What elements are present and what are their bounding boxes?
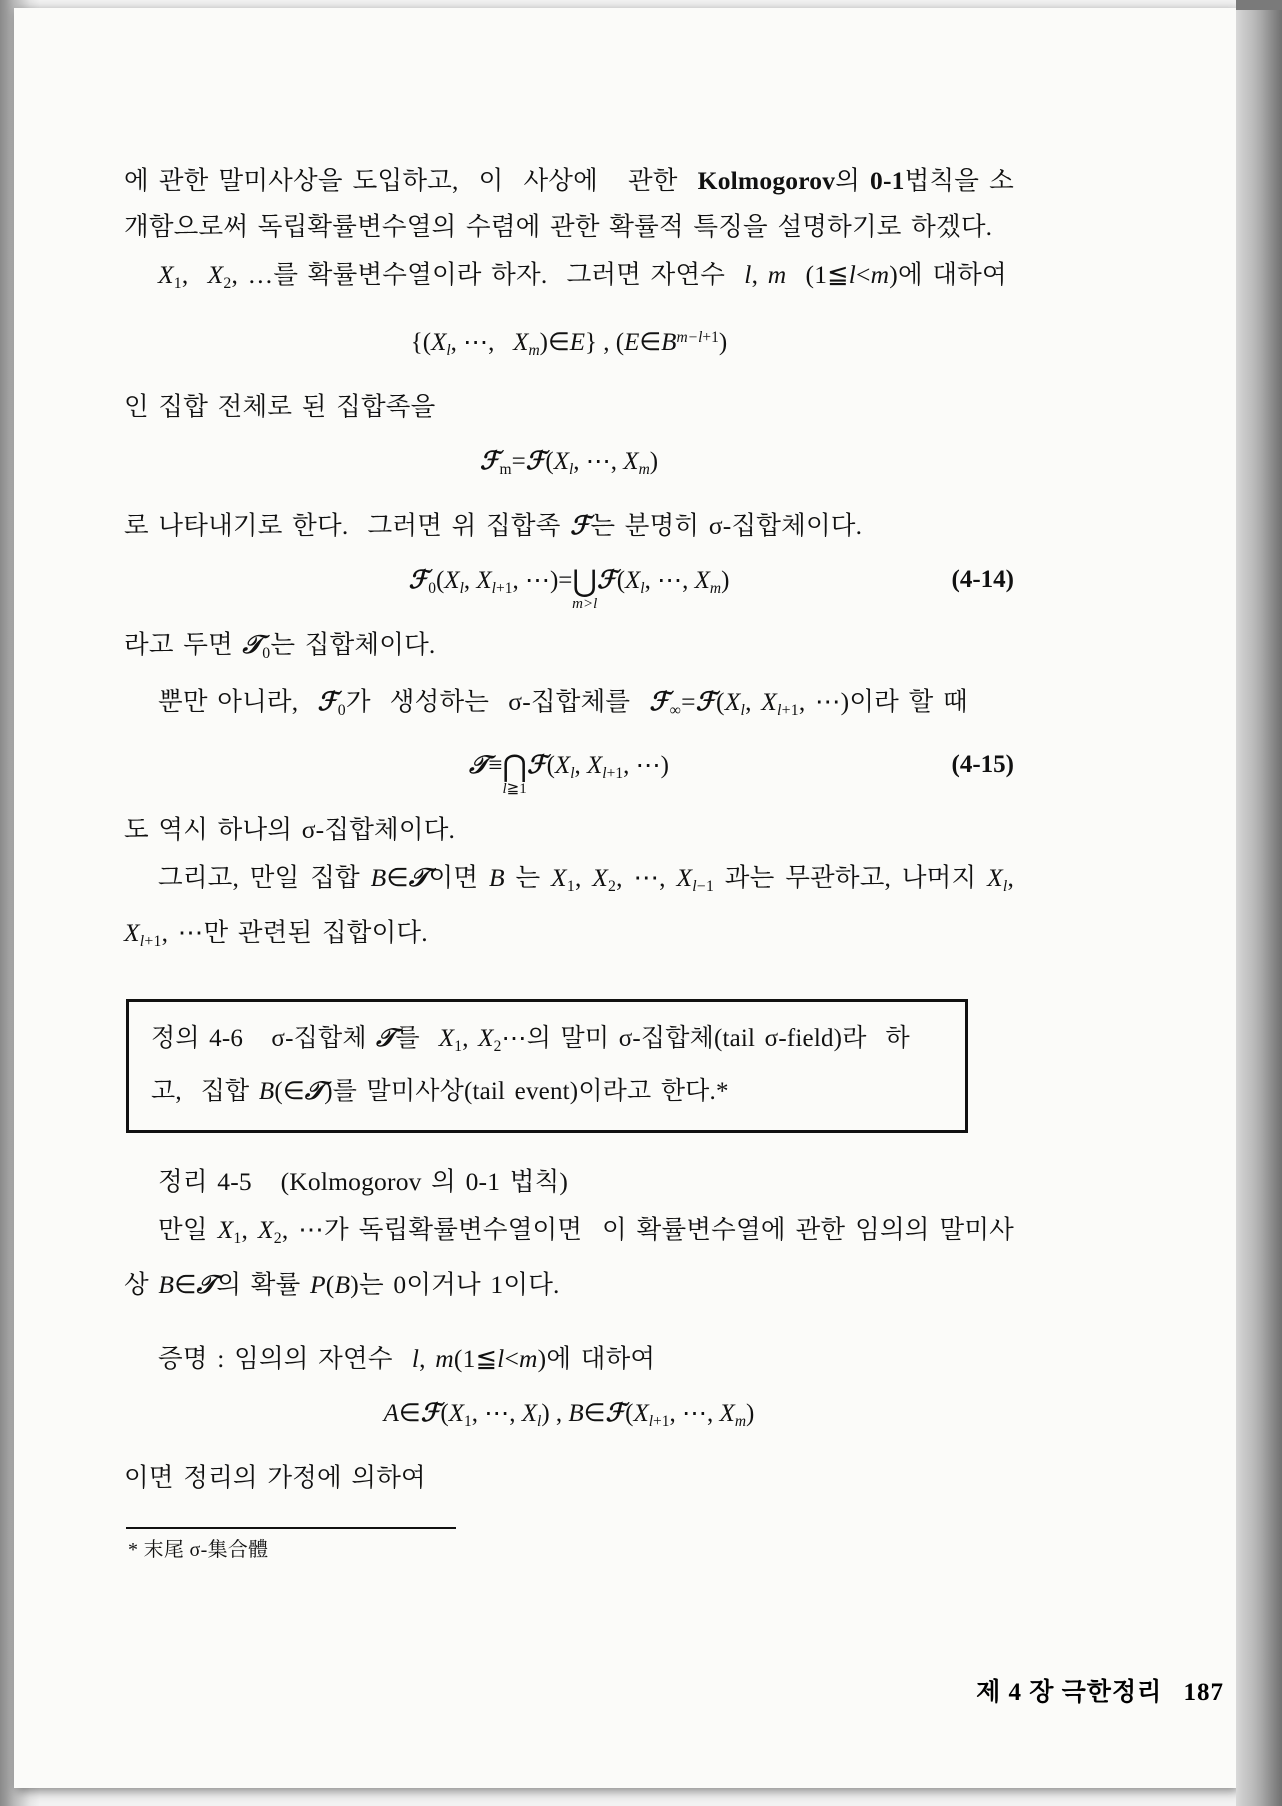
- theorem-heading: [124, 1159, 1014, 1205]
- paragraph-sigma-field: 로 나타내기로 한다. 그러면 위 집합족 ℱ는 분명히 σ-집합체이다.: [124, 511, 863, 541]
- theorem-title: (Kolmogorov 의 0-1 법칙): [280, 1167, 569, 1197]
- theorem-label: 정리 4-5: [158, 1167, 252, 1197]
- paragraph-tail-independence: 그리고, 만일 집합 B∈𝒯이면 B 는 $X_1$, $X_2$, ⋯, $X_{l-1}$ 과는 무관하고, 나머지 $X_l$, $X_{l+1}$, ⋯만 관련된 집합이다.: [124, 863, 1015, 951]
- definition-box: [126, 999, 968, 1133]
- book-block-edge-top: [1236, 0, 1282, 10]
- page-content: [124, 158, 1014, 1565]
- formula-proof-AB: $A\in ℱ(X_1$, ⋯, $X_l$) , $B\in ℱ(X_{l+1}$, ⋯, $X_m$): [383, 1398, 755, 1431]
- footnote: [128, 1535, 1014, 1565]
- footnote-marker: *: [128, 1539, 139, 1562]
- formula-set-definition: {($X_l$, ⋯, $X_m)\in E$} , $(E\in B^{m-l+1})$: [410, 329, 728, 360]
- paragraph-also-sigma-field: 도 역시 하나의 σ-집합체이다.: [124, 815, 456, 844]
- theorem-statement: 만일 $X_1$, $X_2$, ⋯가 독립확률변수열이면 이 확률변수열에 관한 임의의 말미사상 B∈𝒯의 확률 P(B)는 0이거나 1이다.: [124, 1215, 1015, 1301]
- equation-number-4-14: (4-14): [951, 566, 1014, 593]
- equation-number-4-15: (4-15): [951, 751, 1014, 779]
- definition-label: 정의 4-6: [151, 1025, 244, 1053]
- book-block-edge: [1236, 0, 1282, 1806]
- page-footer: [976, 1672, 1224, 1708]
- formula-4-15: 𝒯≡ ⋂ l≧1 $ℱ(X_l$, $X_{l+1}$, ⋯) (4-15): [124, 744, 1014, 795]
- footnote-divider: [126, 1527, 456, 1529]
- paragraph-intro: 에 관한 말미사상을 도입하고, 이 사상에 관한 Kolmogorov의 0-1법칙을 소개함으로써 독립확률변수열의 수렴에 관한 확률적 특징을 설명하기로 하겠다.: [124, 166, 1014, 241]
- footnote-text: 末尾 σ-集合體: [143, 1539, 269, 1562]
- book-page: [14, 8, 1236, 1788]
- paragraph-proof-assumption: 이면 정리의 가정에 의하여: [124, 1463, 426, 1493]
- definition-text: 정의 4-6 σ-집합체 𝒯를 $X_1$, $X_2\cdots$의 말미 σ-집합체(tail σ-field)라 하고, 집합 B(∈𝒯)를 말미사상(tail event)이라고 한다.*: [151, 1023, 910, 1106]
- spacer: [124, 1310, 1014, 1336]
- paragraph-generated-sigma-field: 뿐만 아니라, ℱ$_0$가 생성하는 σ-집합체를 $ℱ_\infty=ℱ(X_l$, $X_{l+1}$, ⋯)이라 할 때: [158, 687, 968, 720]
- paragraph-random-variables: $X_1$, $X_2$, …를 확률변수열이라 하자. 그러면 자연수 l, m (1≦l<m)에 대하여: [158, 260, 1007, 293]
- proof-label: 증명 :: [158, 1344, 225, 1374]
- paragraph-F0-field: 라고 두면 𝒯$_0$는 집합체이다.: [124, 629, 436, 662]
- proof-heading: 증명 : 임의의 자연수 l, m(1≦l<m)에 대하여: [158, 1344, 656, 1374]
- page-number: 187: [1183, 1679, 1224, 1706]
- footer-chapter: 제 4 장 극한정리: [976, 1679, 1163, 1706]
- formula-Fm: $ℱ_m=ℱ(X_l$, ⋯, $X_m$): [479, 446, 659, 478]
- formula-4-14: $ℱ_0(X_l$, $X_{l+1}$, ⋯)= ⋃ m>l $ℱ(X_l$, ⋯, $X_m$) (4-14): [124, 559, 1014, 610]
- paragraph-family-of-sets: 인 집합 전체로 된 집합족을: [124, 392, 436, 422]
